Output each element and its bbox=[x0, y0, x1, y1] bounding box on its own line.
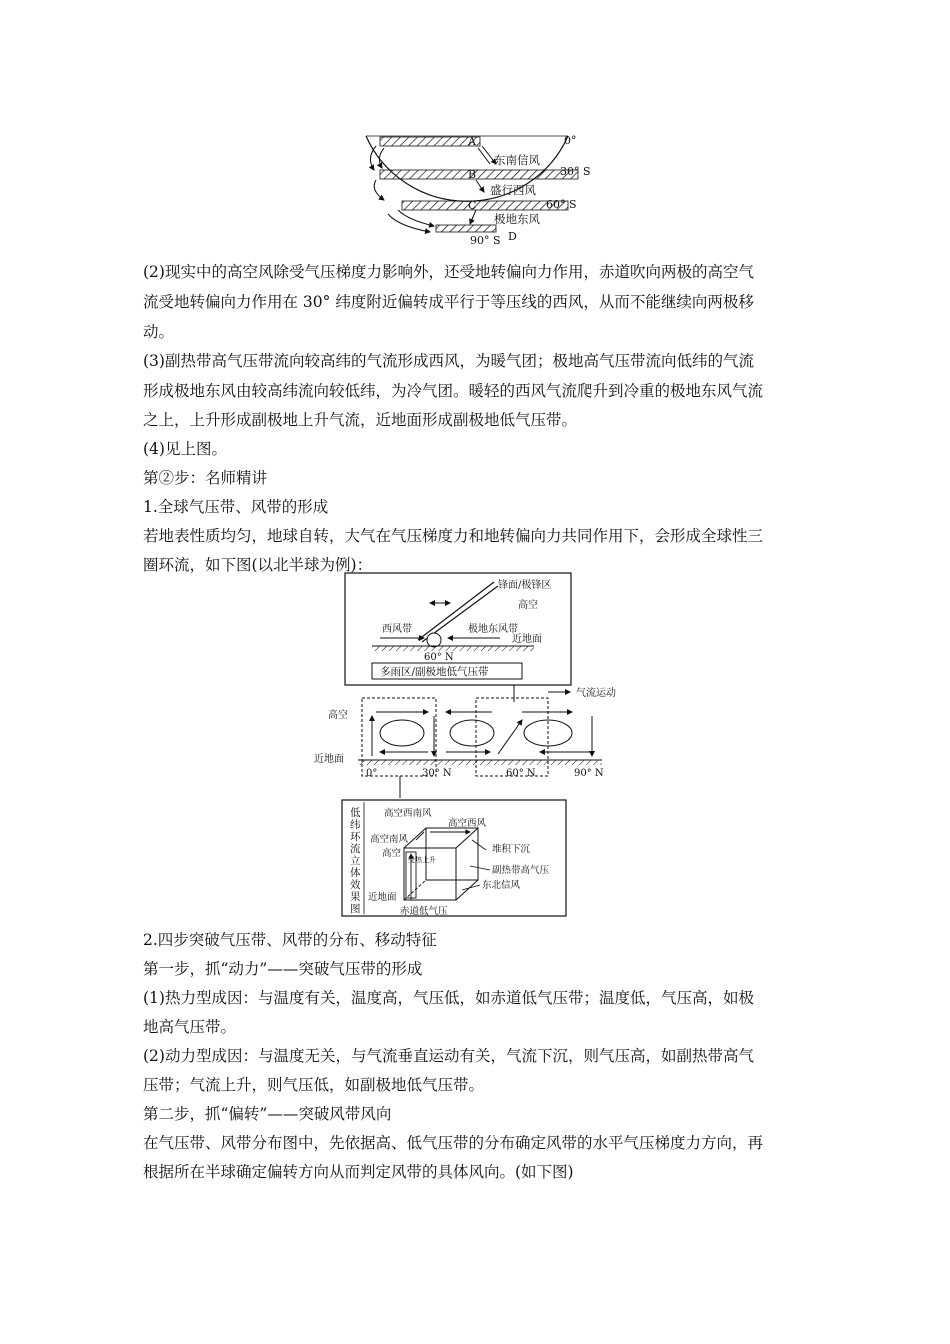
svg-text:体: 体 bbox=[350, 867, 361, 879]
lat-30: 30° S bbox=[560, 165, 591, 178]
section-2-heading: 2.四步突破气压带、风带的分布、移动特征 bbox=[143, 931, 437, 949]
para-5-line-1: 若地表性质均匀，地球自转，大气在气压梯度力和地转偏向力共同作用下，会形成全球性三 bbox=[143, 527, 764, 545]
label-upper-sw: 高空西南风 bbox=[384, 808, 432, 819]
label-main-90n: 90° N bbox=[574, 768, 604, 779]
para-3-line-3: 之上，上升形成副极地上升气流，近地面形成副极地低气压带。 bbox=[143, 411, 578, 429]
label-D: D bbox=[508, 230, 517, 243]
belt-C bbox=[402, 201, 568, 210]
label-subtrop-high: 副热带高气压 bbox=[492, 865, 550, 876]
wind-se-trade: 东南信风 bbox=[494, 153, 540, 167]
label-upper-w: 高空西风 bbox=[448, 818, 487, 829]
wind-westerly: 盛行西风 bbox=[490, 183, 536, 197]
para-6-line-2: 地高气压带。 bbox=[143, 1018, 237, 1036]
para-4: (4)见上图。 bbox=[143, 440, 227, 458]
label-upper-s: 高空南风 bbox=[370, 834, 409, 845]
label-subpolar-box: 多雨区/副极地低气压带 bbox=[380, 666, 489, 678]
label-main-high: 高空 bbox=[328, 710, 348, 721]
belt-B bbox=[380, 170, 578, 179]
figure-three-cell-circulation bbox=[300, 570, 650, 920]
para-2-line-3: 动。 bbox=[143, 323, 175, 341]
svg-text:立: 立 bbox=[350, 855, 361, 867]
belt-D bbox=[436, 225, 496, 232]
label-westerly-belt: 西风带 bbox=[382, 624, 412, 635]
label-60n-inset: 60° N bbox=[424, 652, 454, 663]
label-front: 锋面/极锋区 bbox=[498, 580, 552, 591]
lat-60: 60° S bbox=[546, 198, 577, 211]
label-c-near: 近地面 bbox=[368, 892, 397, 903]
label-ne-trade: 东北信风 bbox=[482, 880, 521, 891]
label-eq-low: 赤道低气压 bbox=[400, 906, 448, 917]
para-2-line-1: (2)现实中的高空风除受气压梯度力影响外，还受地转偏向力作用，赤道吹向两极的高空气 bbox=[143, 263, 754, 281]
label-high: 高空 bbox=[518, 600, 538, 611]
label-main-near: 近地面 bbox=[314, 754, 344, 765]
belt-A bbox=[380, 137, 480, 146]
label-main-30n: 30° N bbox=[422, 768, 452, 779]
para-2-line-2: 流受地转偏向力作用在 30° 纬度附近偏转成平行于等压线的西风，从而不能继续向两极移 bbox=[143, 293, 754, 311]
svg-text:流: 流 bbox=[350, 843, 361, 855]
para-8-line-2: 根据所在半球确定偏转方向从而判定风带的具体风向。(如下图) bbox=[143, 1163, 574, 1181]
side-title bbox=[350, 807, 361, 915]
wind-polar-east: 极地东风 bbox=[494, 212, 540, 226]
para-7-line-1: (2)动力型成因：与温度无关，与气流垂直运动有关，气流下沉，则气压高，如副热带高气 bbox=[143, 1047, 754, 1065]
label-C: C bbox=[468, 199, 477, 212]
svg-text:图: 图 bbox=[350, 903, 361, 915]
label-near-ground-inset: 近地面 bbox=[512, 634, 542, 645]
svg-text:果: 果 bbox=[350, 891, 361, 903]
label-main-60n: 60° N bbox=[506, 768, 536, 779]
step-1-heading: 第一步，抓“动力”——突破气压带的形成 bbox=[143, 960, 423, 978]
label-rise: 受热上升 bbox=[408, 856, 436, 864]
para-6-line-1: (1)热力型成因：与温度有关，温度高，气压低，如赤道低气压带；温度低，气压高，如极 bbox=[143, 989, 754, 1007]
step-2-heading: 第②步：名师精讲 bbox=[143, 469, 268, 487]
figure-southern-wind-belts bbox=[358, 128, 598, 248]
lat-90: 90° S bbox=[470, 234, 501, 247]
para-5-line-2: 圈环流，如下图(以北半球为例)： bbox=[143, 556, 373, 574]
para-7-line-2: 压带；气流上升，则气压低，如副极地低气压带。 bbox=[143, 1076, 485, 1094]
para-3-line-1: (3)副热带高气压带流向较高纬的气流形成西风，为暖气团；极地高气压带流向低纬的气流 bbox=[143, 352, 754, 370]
svg-text:效: 效 bbox=[350, 879, 361, 891]
step-2-sub-heading: 第二步，抓“偏转”——突破风带风向 bbox=[143, 1105, 392, 1123]
label-c-high: 高空 bbox=[382, 848, 402, 859]
section-1-heading: 1.全球气压带、风带的形成 bbox=[143, 498, 329, 516]
label-airflow: 气流运动 bbox=[576, 688, 616, 699]
label-sink: 堆积下沉 bbox=[492, 844, 531, 855]
label-B: B bbox=[468, 168, 477, 181]
label-polar-east-belt: 极地东风带 bbox=[468, 624, 518, 635]
para-3-line-2: 形成极地东风由较高纬流向较低纬，为冷气团。暖轻的西风气流爬升到冷重的极地东风气流 bbox=[143, 382, 764, 400]
lat-0: 0° bbox=[564, 134, 577, 147]
label-A: A bbox=[468, 135, 476, 148]
svg-text:环: 环 bbox=[350, 831, 361, 843]
svg-text:纬: 纬 bbox=[350, 819, 361, 831]
label-main-0: 0° bbox=[366, 768, 378, 779]
svg-text:低: 低 bbox=[350, 807, 361, 819]
para-8-line-1: 在气压带、风带分布图中，先依据高、低气压带的分布确定风带的水平气压梯度力方向，再 bbox=[143, 1134, 764, 1152]
